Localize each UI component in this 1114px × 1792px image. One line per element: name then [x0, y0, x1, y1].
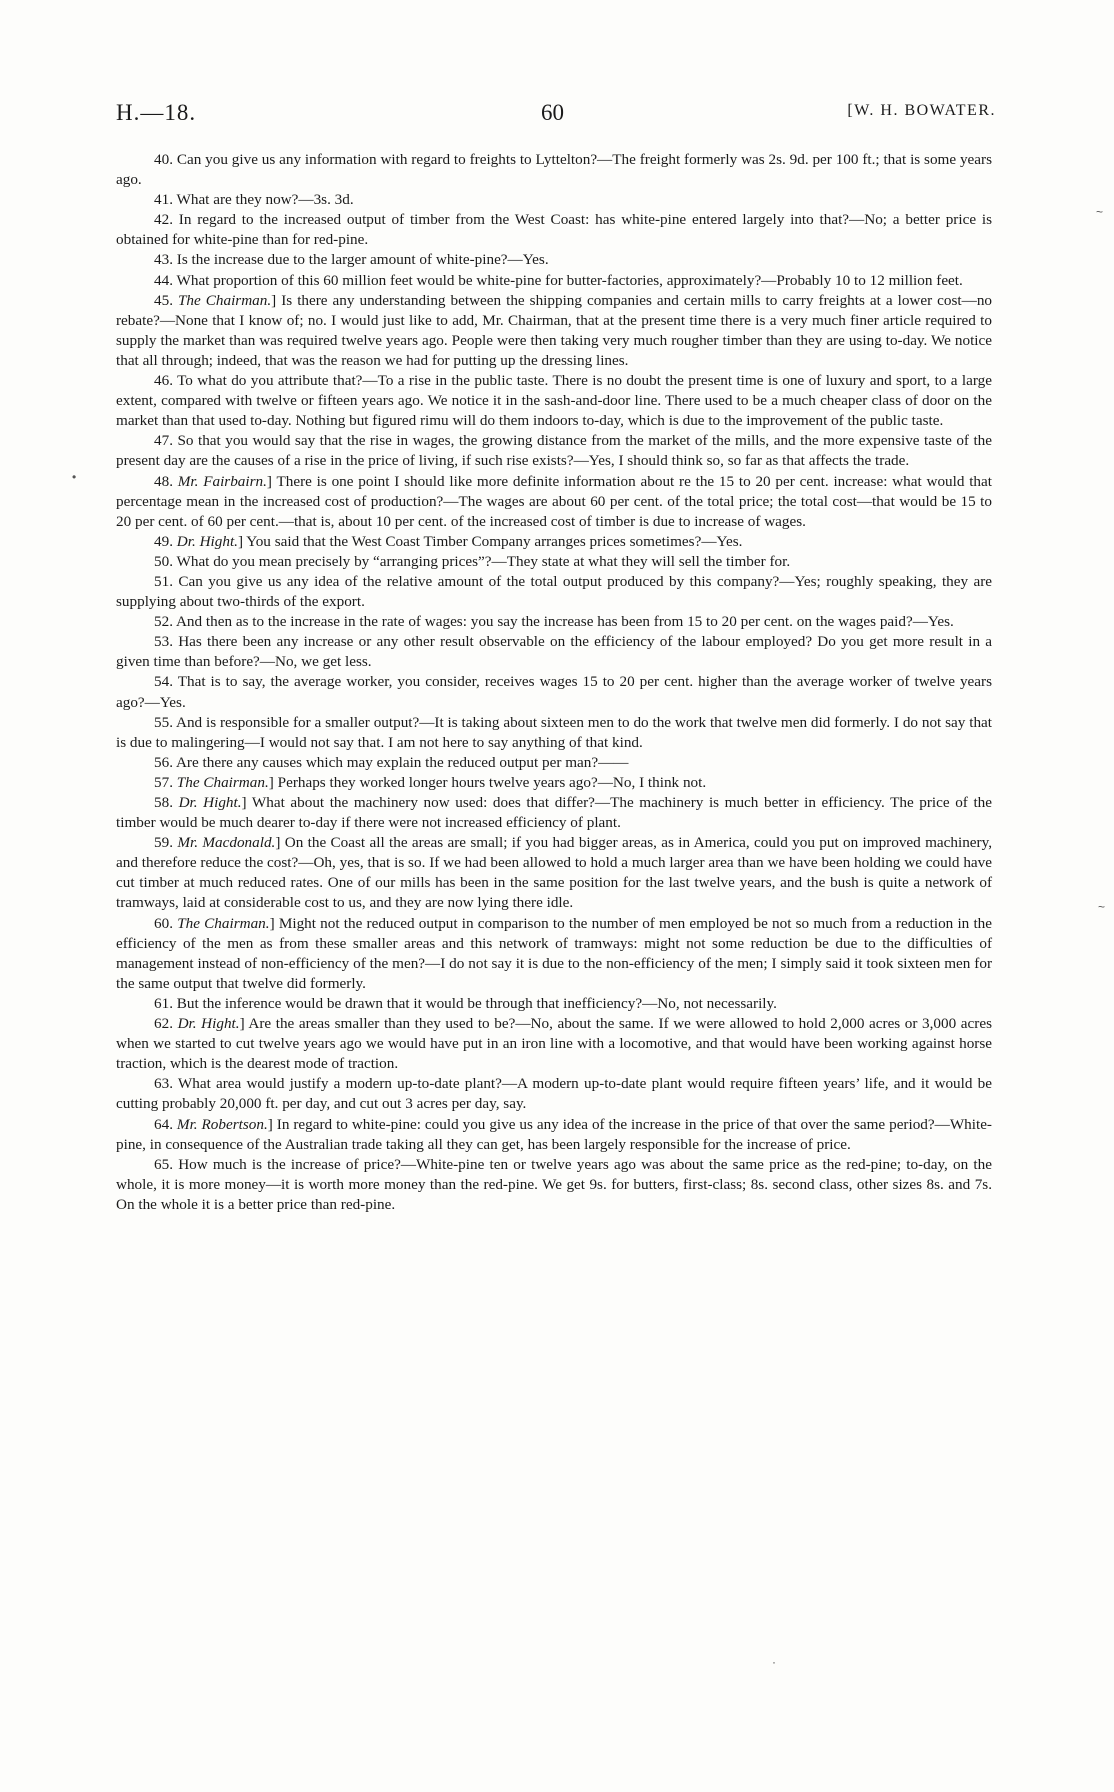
speaker-name: Dr. Hight.	[177, 1015, 240, 1033]
question-paragraph	[116, 210, 992, 250]
question-paragraph: 60. The Chairman.] Might not the reduced output in comparison to the number of men employed be not so much from a reduction in the efficiency of the men as from these smaller areas and this network of tramways: might not some reduction be due to the difficulties of management instead of non-efficiency of the men?—I do not say it is due to the non-efficiency of the men; I simply said it took sixteen men for the same output that twelve did formerly.	[116, 914, 993, 992]
question-paragraph: 58. Dr. Hight.] What about the machinery now used: does that differ?—The machinery is much better in efficiency. The price of the timber would be much dearer to-day if there were not increased efficiency of plant.	[116, 794, 992, 832]
question-number: 46.	[154, 372, 173, 390]
question-number: 57.	[154, 773, 173, 791]
scan-mark: •	[72, 470, 77, 484]
speaker-name: The Chairman.	[177, 914, 270, 932]
question-text: And then as to the increase in the rate of wages: you say the increase has been from 15 to 20 per cent. on the wages paid?—Yes.	[175, 613, 954, 631]
question-paragraph: 57. The Chairman.] Perhaps they worked longer hours twelve years ago?—No, I think not.	[154, 773, 707, 791]
question-paragraph: 49. Dr. Hight.] You said that the West Coast Timber Company arranges prices sometimes?—Yes.	[154, 532, 743, 550]
question-text: To what do you attribute that?—To a rise in the public taste. There is no doubt the present time is one of luxury and sport, to a large extent, compared with twelve or fifteen years ago. We notice it in the sash-and-door line. There used to be a much cheaper class of door on the market than that used to-day. Nothing but figured rimu will do them indoors to-day, which is due to the improvement of the public taste.	[116, 372, 992, 430]
question-number: 54.	[154, 673, 173, 691]
question-text: What do you mean precisely by “arranging prices”?—They state at what they will sell the timber for.	[176, 552, 791, 570]
question-text: Has there been any increase or any other result observable on the efficiency of the labour employed? Do you get more result in a given time than before?—No, we get less.	[116, 633, 992, 671]
question-paragraph	[116, 371, 992, 431]
question-text: What proportion of this 60 million feet would be white-pine for butter-factories, approximately?—Probably 10 to 12 million feet.	[176, 271, 963, 289]
scan-mark: ·	[772, 1655, 776, 1669]
question-number: 53.	[154, 633, 173, 651]
question-number: 45.	[154, 291, 173, 309]
question-paragraph: 59. Mr. Macdonald.] On the Coast all the areas are small; if you had bigger areas, as in America, could you put on improved machinery, and therefore reduce the cost?—Oh, yes, that is so. If we had been allowed to hold a much larger area than we have been holding we could have cut timber at much reduced rates. One of our mills has been in the same position for the last twelve years, and the bush is quite a network of tramways, laid at considerable cost to us, and they are now lying there idle.	[116, 834, 993, 912]
question-paragraph: 64. Mr. Robertson.] In regard to white-pine: could you give us any idea of the increase in the price of that over the same period?—White-pine, in consequence of the Australian trade taking all they can get, has been largely responsible for the increase of price.	[116, 1115, 992, 1153]
question-text: Perhaps they worked longer hours twelve years ago?—No, I think not.	[277, 773, 707, 791]
question-number: 56.	[154, 753, 173, 771]
question-paragraph	[116, 150, 992, 190]
question-text: What area would justify a modern up-to-date plant?—A modern up-to-date plant would require fifteen years’ life, and it would be cutting probably 20,000 ft. per day, and cut out 3 acres per day, say.	[116, 1075, 992, 1113]
question-number: 62.	[154, 1015, 173, 1033]
question-paragraph	[116, 190, 992, 210]
scan-mark: ~	[1096, 205, 1104, 219]
question-text: Are there any causes which may explain the reduced output per man?——	[175, 753, 629, 771]
question-paragraph	[116, 572, 992, 612]
question-text: You said that the West Coast Timber Company arranges prices sometimes?—Yes.	[246, 532, 743, 550]
question-text: In regard to white-pine: could you give us any idea of the increase in the price of that over the same period?—White-pine, in consequence of the Australian trade taking all they can get, has been largely responsible for the increase of price.	[116, 1115, 992, 1153]
question-paragraph	[116, 753, 992, 773]
question-text: Can you give us any information with regard to freights to Lyttelton?—The freight formerly was 2s. 9d. per 100 ft.; that is some years ago.	[116, 151, 993, 189]
question-text: And is responsible for a smaller output?—It is taking about sixteen men to do the work that twelve men did formerly. I do not say that is due to malingering—I would not say that. I am not here to say anything of that kind.	[116, 713, 992, 751]
question-text: That is to say, the average worker, you consider, receives wages 15 to 20 per cent. higher than the average worker of twelve years ago?—Yes.	[116, 673, 992, 711]
question-number: 47.	[154, 432, 173, 450]
question-text: What about the machinery now used: does that differ?—The machinery is much better in efficiency. The price of the timber would be much dearer to-day if there were not increased efficiency of plant.	[116, 794, 992, 832]
question-paragraph	[116, 994, 992, 1014]
question-text: Is the increase due to the larger amount of white-pine?—Yes.	[176, 251, 549, 269]
page-header	[116, 100, 996, 130]
question-text: How much is the increase of price?—White-pine ten or twelve years ago was about the same price as the red-pine; to-day, on the whole, it is more money—it is worth more money than the red-pine. We get 9s. for butters, first-class; 8s. second class, other sizes 8s. and 7s. On the whole it is a better price than red-pine.	[116, 1155, 992, 1213]
question-text: Can you give us any idea of the relative amount of the total output produced by this company?—Yes; roughly speaking, they are supplying about two-thirds of the export.	[116, 572, 993, 611]
witness-name: [W. H. BOWATER.	[847, 102, 996, 119]
question-text: There is one point I should like more definite information about re the 15 to 20 per cent. increase: what would that percentage mean in the increased cost of production?—The wages are about 60 per cent. of the total price; the total cost—that would be 15 to 20 per cent. of 60 per cent.—that is, about 10 per cent. of the increased cost of timber is due to increase of wages.	[116, 472, 992, 530]
question-paragraph	[116, 612, 992, 632]
scan-mark: ~	[1098, 900, 1106, 914]
question-number: 65.	[154, 1155, 173, 1173]
question-paragraph	[116, 713, 992, 753]
evidence-text	[116, 150, 992, 1215]
question-paragraph	[116, 431, 992, 471]
question-text: So that you would say that the rise in wages, the growing distance from the market of the mills, and the more expensive taste of the present day are the causes of a rise in the price of living, if such rise exists?—Yes, I should think so, so far as that affects the trade.	[116, 432, 992, 470]
speaker-name: The Chairman.	[176, 773, 269, 791]
question-paragraph: 45. The Chairman.] Is there any understanding between the shipping companies and certain mills to carry freights at a lower cost—no rebate?—None that I know of; no. I would just like to add, Mr. Chairman, that at the present time there is a very much finer article required to supply the market than was required twelve years ago. People were then taking very much rougher timber than they are using to-day. We notice that all through; indeed, that was the reason we had for putting up the dressing lines.	[116, 291, 993, 369]
question-number: 61.	[154, 994, 173, 1012]
question-paragraph	[116, 672, 992, 712]
question-number: 43.	[154, 251, 173, 269]
question-number: 58.	[154, 794, 173, 811]
question-number: 42.	[154, 211, 173, 229]
question-text: Is there any understanding between the shipping companies and certain mills to carry freights at a lower cost—no rebate?—None that I know of; no. I would just like to add, Mr. Chairman, that at the present time there is a very much finer article required to supply the market than was required twelve years ago. People were then taking very much rougher timber than they are using to-day. We notice that all through; indeed, that was the reason we had for putting up the dressing lines.	[116, 291, 993, 369]
question-number: 49.	[154, 532, 173, 550]
question-paragraph: 62. Dr. Hight.] Are the areas smaller than they used to be?—No, about the same. If we were allowed to hold 2,000 acres or 3,000 acres when we started to cut twelve years ago we would have put in an iron line with a locomotive, and that would have been working against horse traction, which is the dearest mode of traction.	[116, 1015, 992, 1073]
question-text: On the Coast all the areas are small; if you had bigger areas, as in America, could you put on improved machinery, and therefore reduce the cost?—Oh, yes, that is so. If we had been allowed to hold a much larger area than we have been holding we could have cut timber at much reduced rates. One of our mills has been in the same position for the last twelve years, and the bush is quite a network of tramways, laid at considerable cost to us, and they are now lying there idle.	[116, 834, 993, 912]
question-number: 41.	[154, 191, 173, 209]
question-number: 50.	[154, 552, 173, 570]
speaker-name: Dr. Hight.	[176, 532, 238, 550]
question-number: 55.	[154, 713, 173, 731]
speaker-name: Mr. Macdonald.	[177, 834, 276, 852]
speaker-name: The Chairman.	[177, 291, 272, 309]
question-text: What are they now?—3s. 3d.	[176, 191, 354, 209]
speaker-name: Dr. Hight.	[178, 794, 242, 811]
question-number: 64.	[154, 1115, 173, 1133]
question-number: 52.	[154, 613, 173, 631]
question-number: 48.	[154, 472, 173, 490]
page-number: 60	[541, 100, 564, 125]
question-paragraph	[116, 250, 992, 270]
question-paragraph	[116, 552, 992, 572]
question-text: Might not the reduced output in comparison to the number of men employed be not so much from a reduction in the efficiency of the men as from these smaller areas and this network of tramways: might not some reduction be due to the difficulties of management instead of non-efficiency of the men?—I do not say it is due to the non-efficiency of the men; I simply said it took sixteen men for the same output that twelve did formerly.	[116, 914, 993, 992]
question-number: 60.	[154, 914, 173, 932]
question-number: 40.	[154, 151, 173, 168]
question-number: 44.	[154, 271, 173, 289]
speaker-name: Mr. Fairbairn.	[177, 472, 267, 490]
question-paragraph	[116, 271, 992, 291]
question-number: 59.	[154, 834, 173, 852]
question-number: 63.	[154, 1075, 173, 1093]
speaker-name: Mr. Robertson.	[176, 1115, 268, 1133]
question-number: 51.	[154, 572, 173, 590]
question-paragraph	[116, 632, 992, 672]
question-paragraph	[116, 1074, 992, 1114]
question-paragraph	[116, 1155, 992, 1215]
document-reference: H.—18.	[116, 100, 197, 125]
question-text: In regard to the increased output of timber from the West Coast: has white-pine entered largely into that?—No; a better price is obtained for white-pine than for red-pine.	[116, 211, 992, 249]
question-text: But the inference would be drawn that it would be through that inefficiency?—No, not necessarily.	[176, 994, 777, 1012]
question-text: Are the areas smaller than they used to be?—No, about the same. If we were allowed to hold 2,000 acres or 3,000 acres when we started to cut twelve years ago we would have put in an iron line with a locomotive, and that would have been working against horse traction, which is the dearest mode of traction.	[116, 1015, 992, 1073]
question-paragraph: 48. Mr. Fairbairn.] There is one point I should like more definite information about re the 15 to 20 per cent. increase: what would that percentage mean in the increased cost of production?—The wages are about 60 per cent. of the total price; the total cost—that would be 15 to 20 per cent. of 60 per cent.—that is, about 10 per cent. of the increased cost of timber is due to increase of wages.	[116, 472, 992, 530]
